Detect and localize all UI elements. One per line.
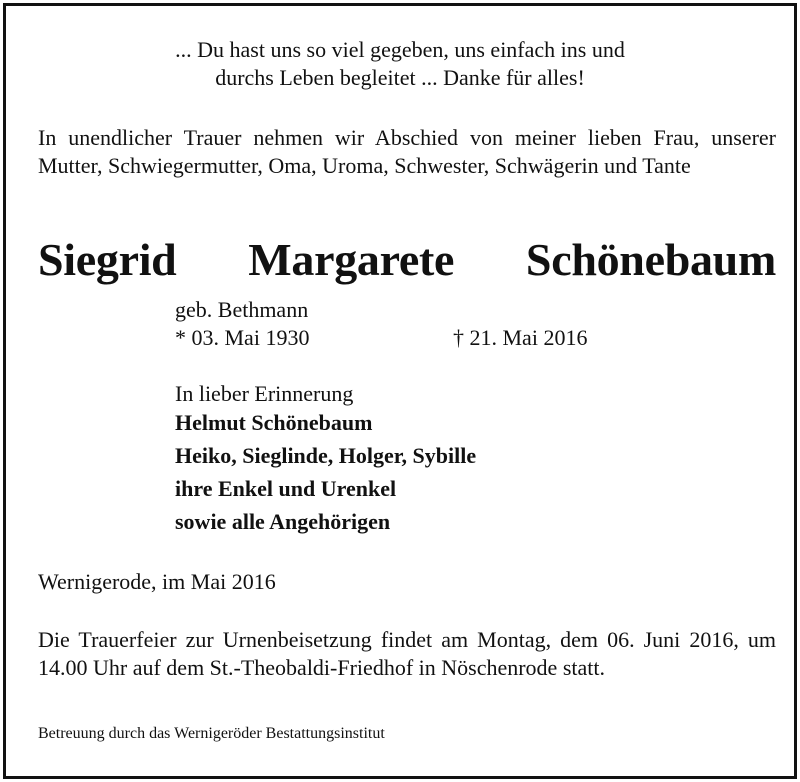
mourner-line: ihre Enkel und Urenkel: [175, 476, 397, 501]
deceased-name: Siegrid Margarete Schönebaum: [38, 234, 776, 285]
motto-line-1: ... Du hast uns so viel gegeben, uns einfach ins und: [175, 37, 625, 62]
place-date: Wernigerode, im Mai 2016: [38, 569, 276, 594]
ceremony-text: Die Trauerfeier zur Urnenbeisetzung findet am Montag, dem 06. Juni 2016, um 14.00 Uhr auf dem St.-Theobaldi-Friedhof in Nöschenrode statt.: [38, 627, 776, 680]
maiden-name: geb. Bethmann: [175, 297, 309, 322]
mourner-line: sowie alle Angehörigen: [175, 509, 391, 534]
motto-line-2: durchs Leben begleitet ... Danke für alles!: [215, 65, 585, 90]
intro-text: In unendlicher Trauer nehmen wir Abschied von meiner lieben Frau, unserer Mutter, Schwiegermutter, Oma, Uroma, Schwester, Schwägerin und Tante: [38, 125, 776, 178]
funeral-home-footer: Betreuung durch das Wernigeröder Bestattungsinstitut: [38, 725, 385, 742]
death-date: † 21. Mai 2016: [453, 325, 588, 350]
birth-date: * 03. Mai 1930: [175, 325, 310, 350]
mourners-intro: In lieber Erinnerung: [175, 381, 354, 406]
obituary-notice: [3, 3, 797, 779]
mourner-line: Heiko, Sieglinde, Holger, Sybille: [175, 443, 477, 468]
mourner-line: Helmut Schönebaum: [175, 410, 373, 435]
